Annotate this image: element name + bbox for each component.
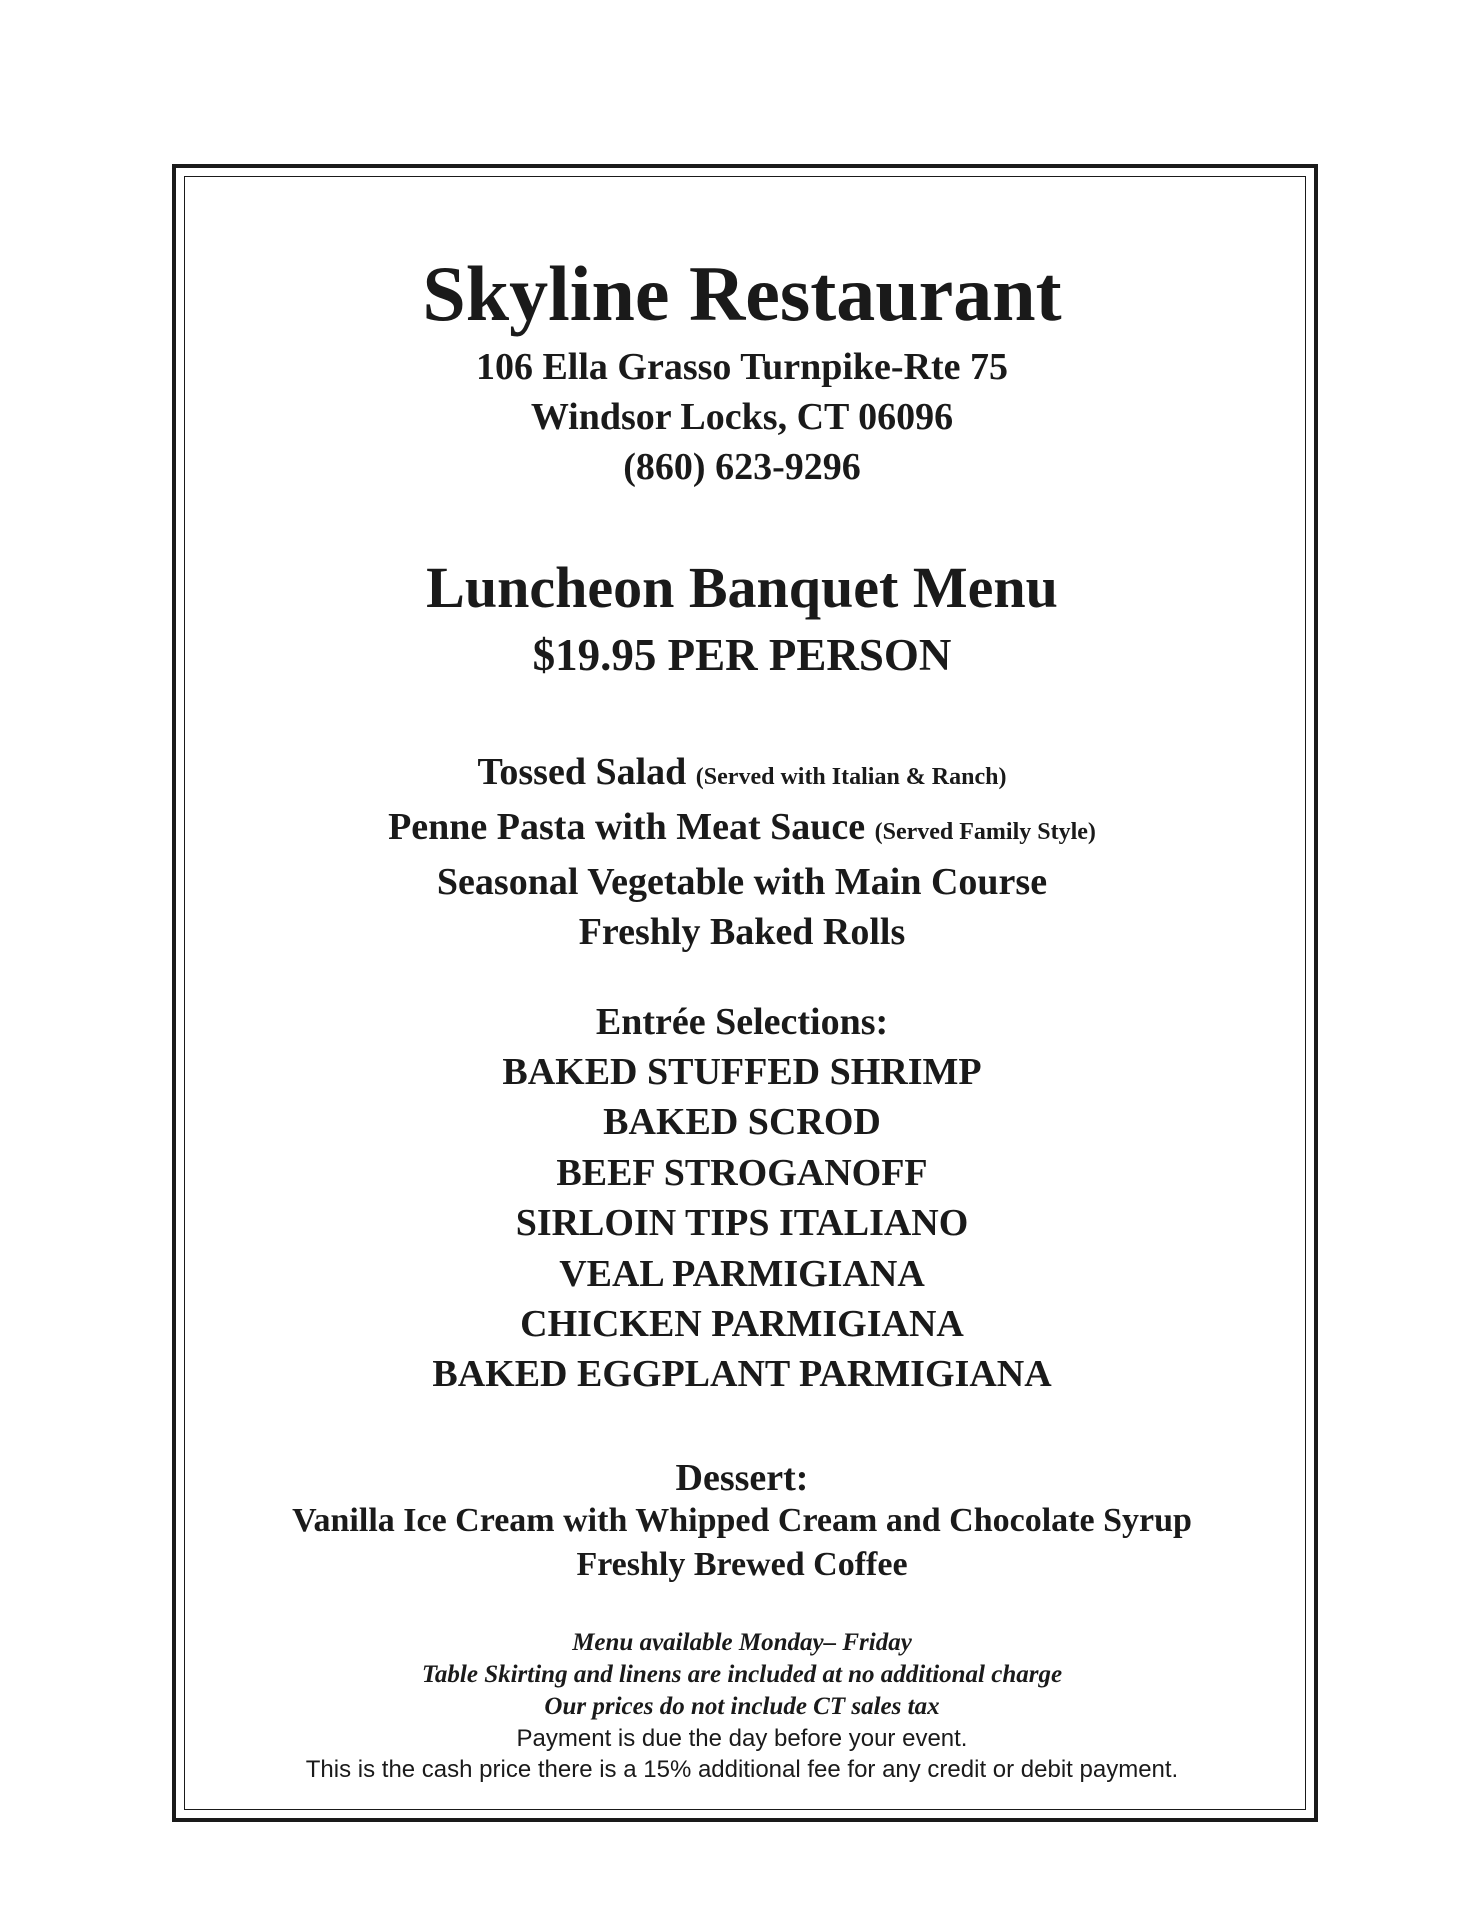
entree-item: SIRLOIN TIPS ITALIANO — [515, 1202, 969, 1245]
footer-note: Menu available Monday– Friday — [572, 1629, 912, 1656]
footer-note: Table Skirting and linens are included at no additional charge — [421, 1661, 1063, 1688]
entree-item: BEEF STROGANOFF — [556, 1151, 928, 1194]
starter-name: Seasonal Vegetable with Main Course — [436, 861, 1048, 903]
restaurant-address — [0, 342, 1484, 492]
menu-title — [0, 554, 1484, 622]
entree-heading — [0, 997, 1484, 1047]
starter-note: (Served with Italian & Ranch) — [695, 764, 1007, 790]
starter-item — [0, 857, 1484, 907]
dessert-heading-text: Dessert: — [675, 1457, 809, 1499]
dessert-list — [0, 1499, 1484, 1587]
dessert-item: Vanilla Ice Cream with Whipped Cream and Chocolate Syrup — [292, 1502, 1192, 1539]
menu-title-text: Luncheon Banquet Menu — [426, 555, 1058, 620]
address-line-2: Windsor Locks, CT 06096 — [530, 396, 954, 438]
entree-item: BAKED SCROD — [603, 1101, 881, 1144]
footer-payment-notes — [0, 1723, 1484, 1785]
starter-name: Penne Pasta with Meat Sauce — [388, 806, 866, 848]
phone-number: (860) 623-9296 — [623, 446, 861, 488]
starter-item — [0, 747, 1484, 802]
starter-name: Tossed Salad — [477, 751, 687, 793]
entree-item: CHICKEN PARMIGIANA — [520, 1303, 964, 1346]
starter-item — [0, 907, 1484, 957]
footer-note: This is the cash price there is a 15% additional fee for any credit or debit payment. — [305, 1756, 1179, 1783]
menu-price-text: $19.95 PER PERSON — [532, 630, 952, 680]
dessert-heading — [0, 1453, 1484, 1503]
entree-heading-text: Entrée Selections: — [595, 1001, 889, 1043]
entree-item: VEAL PARMIGIANA — [559, 1252, 925, 1295]
starter-name: Freshly Baked Rolls — [578, 911, 906, 953]
starters-list — [0, 747, 1484, 957]
starter-item — [0, 802, 1484, 857]
address-line-1: 106 Ella Grasso Turnpike-Rte 75 — [475, 346, 1009, 388]
menu-price — [0, 627, 1484, 683]
entree-item: BAKED EGGPLANT PARMIGIANA — [432, 1353, 1052, 1396]
starter-note: (Served Family Style) — [874, 819, 1096, 845]
restaurant-name — [0, 252, 1484, 336]
dessert-item: Freshly Brewed Coffee — [576, 1546, 908, 1583]
footer-note: Payment is due the day before your event. — [516, 1725, 968, 1752]
footer-italic-notes — [0, 1627, 1484, 1723]
restaurant-name-text: Skyline Restaurant — [422, 250, 1062, 337]
entree-item: BAKED STUFFED SHRIMP — [502, 1051, 982, 1093]
entree-list — [0, 1047, 1484, 1400]
footer-note: Our prices do not include CT sales tax — [544, 1693, 940, 1720]
